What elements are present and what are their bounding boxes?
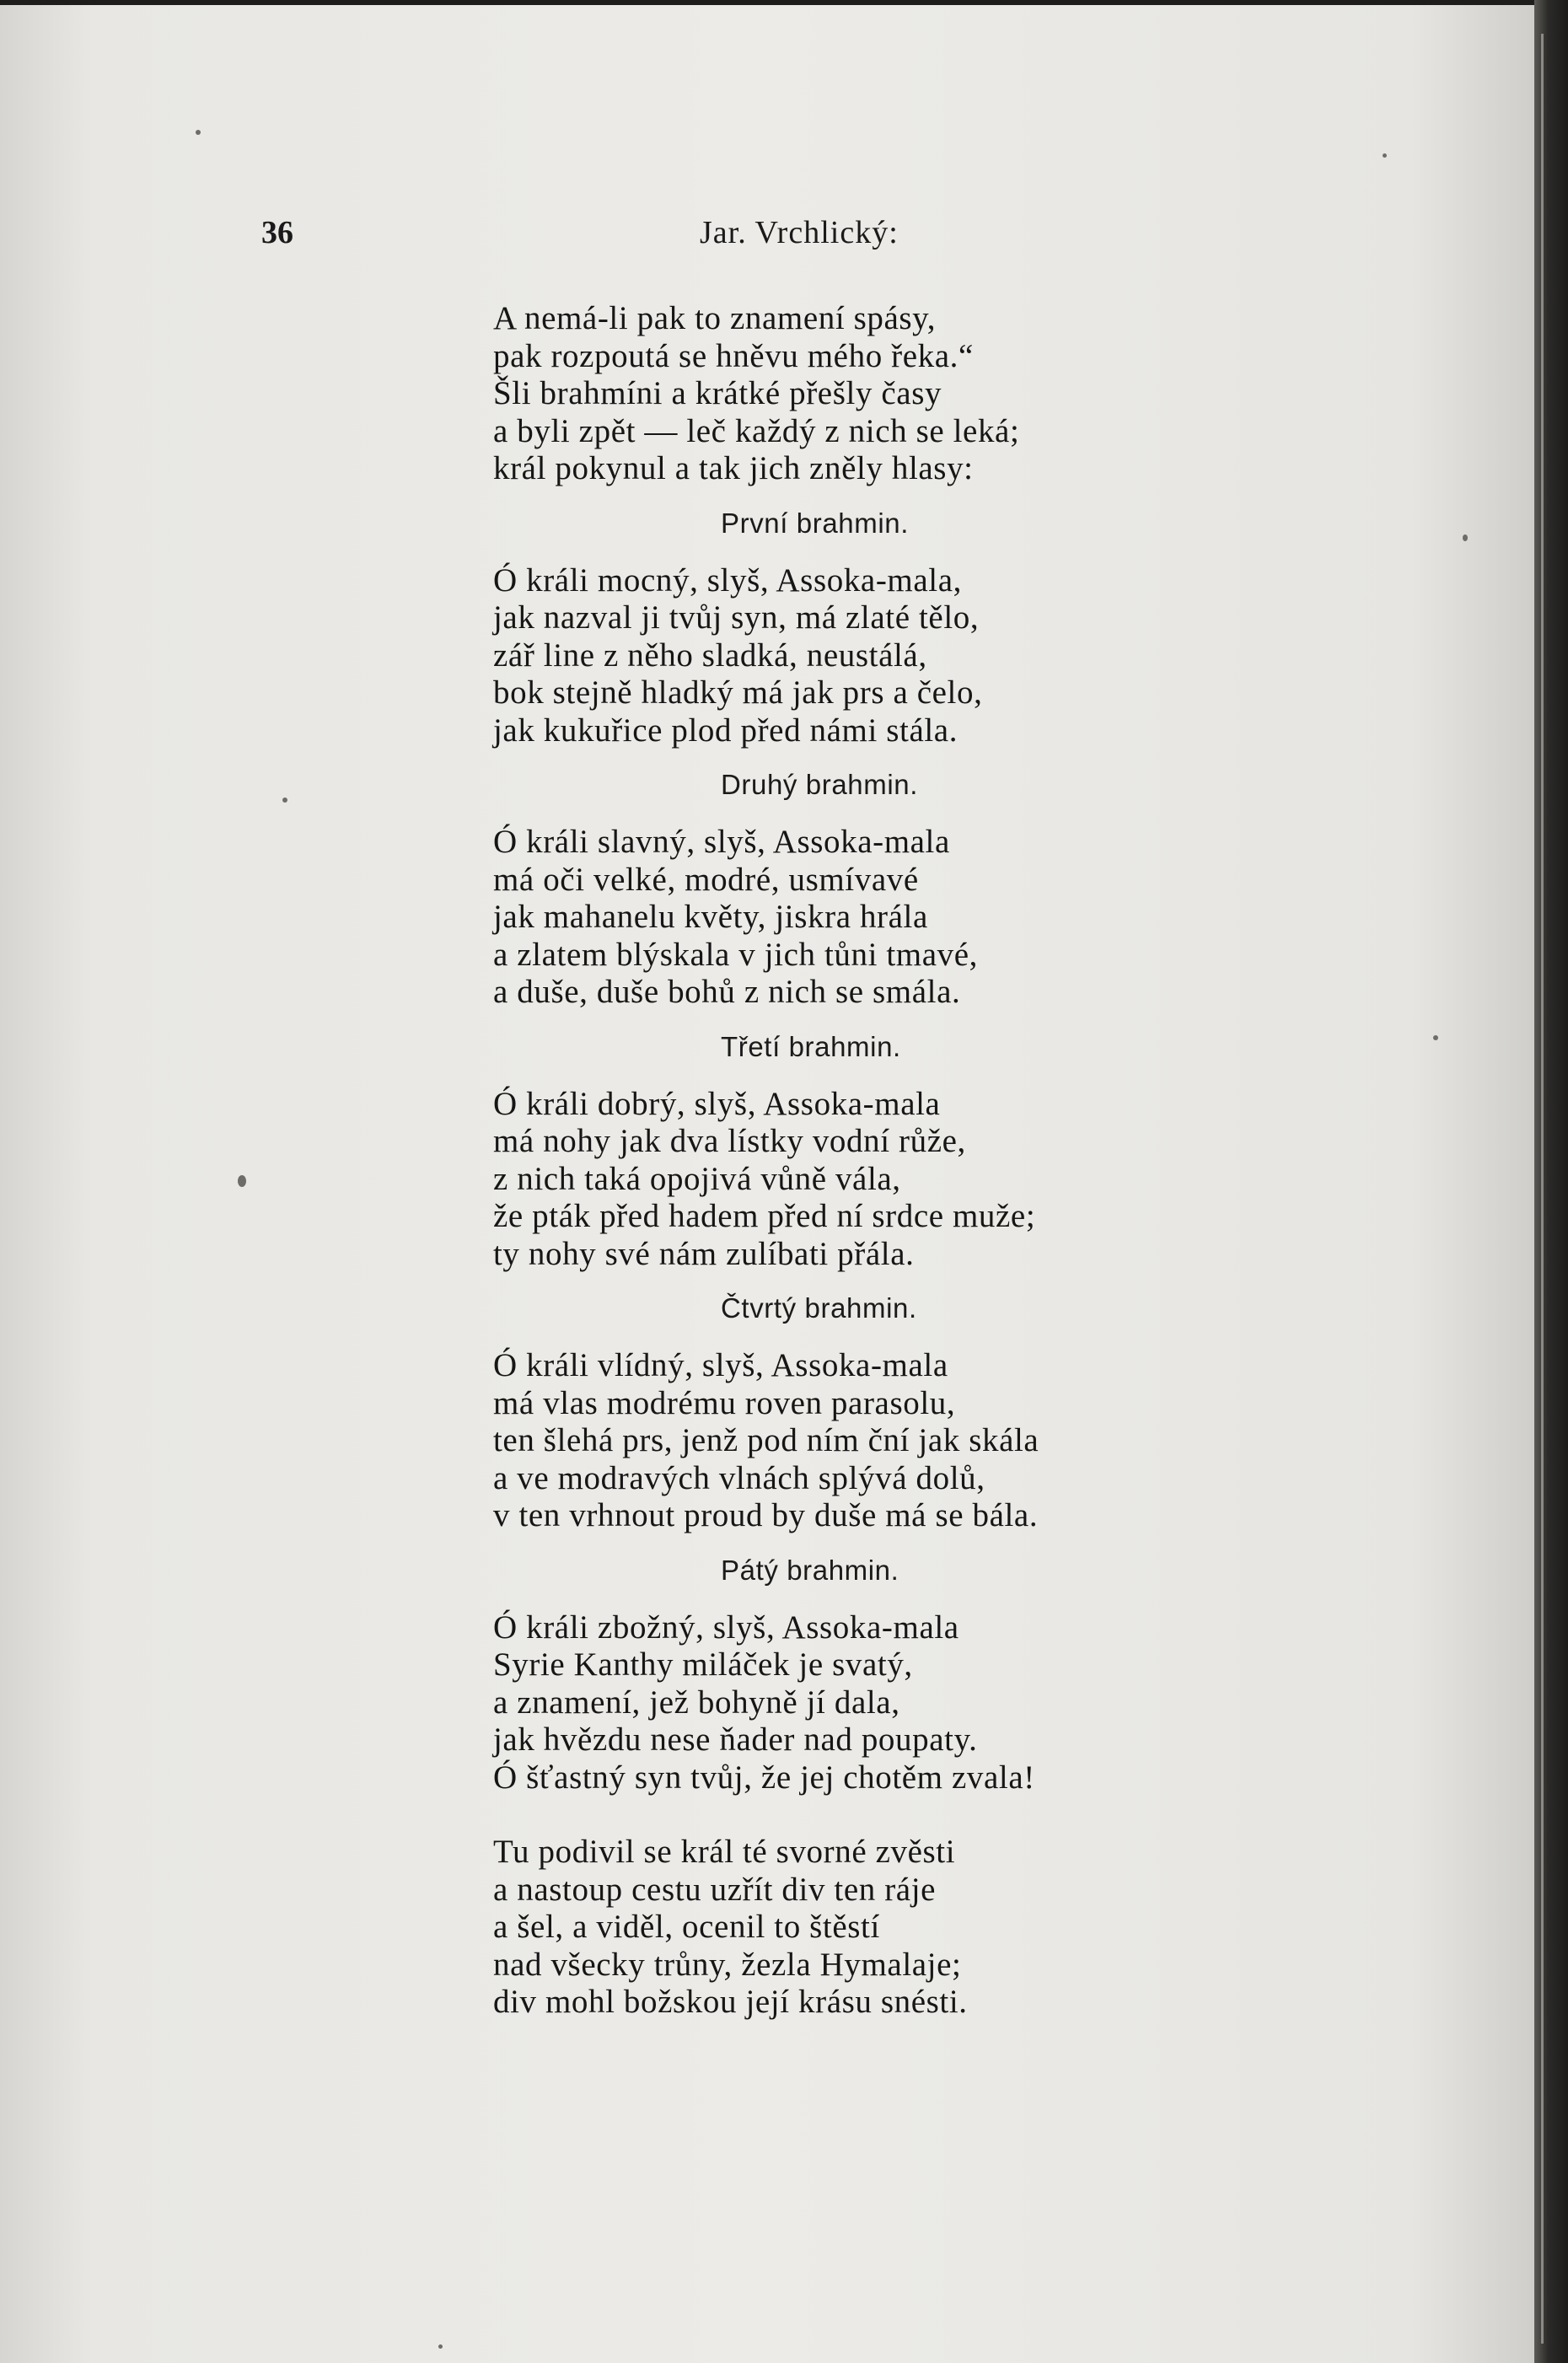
stanza-gap: [493, 1796, 1252, 1834]
verse-line: A nemá-li pak to znamení spásy,: [493, 300, 937, 336]
verse-line: div mohl božskou její krásu snésti.: [493, 1984, 968, 2020]
verse-line: Syrie Kanthy miláček je svatý,: [493, 1646, 913, 1683]
spine-line: [1541, 34, 1544, 2344]
verse-line: jak hvězdu nese ňader nad poupaty.: [493, 1721, 978, 1758]
print-speck: [196, 130, 201, 135]
verse-line: Ó králi vlídný, slyš, Assoka-mala: [493, 1347, 948, 1383]
verse-line: a ve modravých vlnách splývá dolů,: [493, 1459, 985, 1496]
verse-line: má vlas modrému roven parasolu,: [493, 1384, 956, 1421]
verse-line: má oči velké, modré, usmívavé: [493, 861, 919, 898]
section-heading: Pátý brahmin.: [721, 1554, 899, 1586]
section-heading: Třetí brahmin.: [721, 1030, 901, 1062]
verse-line: Ó králi slavný, slyš, Assoka-mala: [493, 824, 950, 860]
print-speck: [438, 2344, 443, 2349]
verse-line: a znamení, jež bohyně jí dala,: [493, 1684, 900, 1721]
verse-line: a duše, duše bohů z nich se smála.: [493, 974, 961, 1010]
verse-line: v ten vrhnout proud by duše má se bála.: [493, 1497, 1039, 1533]
verse-line: Šli brahmíni a krátké přešly časy: [493, 375, 942, 411]
page-number: 36: [261, 215, 293, 250]
section-heading: Čtvrtý brahmin.: [721, 1292, 917, 1324]
print-speck: [1433, 1035, 1438, 1040]
verse-line: a zlatem blýskala v jich tůni tmavé,: [493, 936, 979, 973]
stanza: [493, 1086, 1252, 1274]
verse-line: ty nohy své nám zulíbati přála.: [493, 1235, 915, 1272]
intro-stanza: [493, 300, 1252, 488]
stanza: [493, 562, 1252, 750]
verse-line: zář line z něho sladká, neustálá,: [493, 636, 927, 674]
verse-line: král pokynul a tak jich zněly hlasy:: [493, 450, 974, 486]
verse-line: a nastoup cestu uzřít div ten ráje: [493, 1871, 937, 1908]
verse-line: má nohy jak dva lístky vodní růže,: [493, 1123, 966, 1159]
verse-line: nad všecky trůny, žezla Hymalaje;: [493, 1946, 962, 1983]
verse-line: jak mahanelu květy, jiskra hrála: [493, 899, 928, 935]
page-header: [261, 214, 1214, 265]
stanza: [493, 824, 1252, 1012]
verse-line: ten šlehá prs, jenž pod ním ční jak skála: [493, 1422, 1039, 1458]
print-speck: [1383, 153, 1387, 158]
book-spine-edge: [1534, 0, 1568, 2363]
verse-line: Ó šťastný syn tvůj, že jej chotěm zvala!: [493, 1759, 1035, 1796]
verse-line: Ó králi mocný, slyš, Assoka-mala,: [493, 561, 962, 599]
verse-line: a šel, a viděl, ocenil to štěstí: [493, 1909, 880, 1945]
verse-line: Ó králi dobrý, slyš, Assoka-mala: [493, 1085, 941, 1122]
print-speck: [282, 798, 287, 803]
poem-text: [493, 300, 1252, 2022]
running-head: Jar. Vrchlický:: [700, 215, 899, 250]
verse-line: jak nazval ji tvůj syn, má zlaté tělo,: [493, 599, 980, 636]
closing-stanza: [493, 1834, 1252, 2022]
verse-line: Tu podivil se král té svorné zvěsti: [493, 1834, 956, 1870]
verse-line: bok stejně hladký má jak prs a čelo,: [493, 674, 983, 711]
verse-line: že pták před hadem před ní srdce muže;: [493, 1198, 1036, 1234]
verse-line: pak rozpoutá se hněvu mého řeka.“: [493, 337, 974, 374]
verse-line: a byli zpět — leč každý z nich se leká;: [493, 412, 1020, 449]
verse-line: Ó králi zbožný, slyš, Assoka-mala: [493, 1608, 959, 1646]
section-heading: První brahmin.: [721, 507, 909, 539]
print-speck: [238, 1175, 246, 1187]
stanza: [493, 1609, 1252, 1797]
stanza: [493, 1347, 1252, 1535]
verse-line: z nich taká opojivá vůně vála,: [493, 1160, 901, 1197]
print-speck: [1463, 534, 1468, 541]
section-heading: Druhý brahmin.: [721, 769, 918, 800]
verse-line: jak kukuřice plod před námi stála.: [493, 712, 959, 749]
